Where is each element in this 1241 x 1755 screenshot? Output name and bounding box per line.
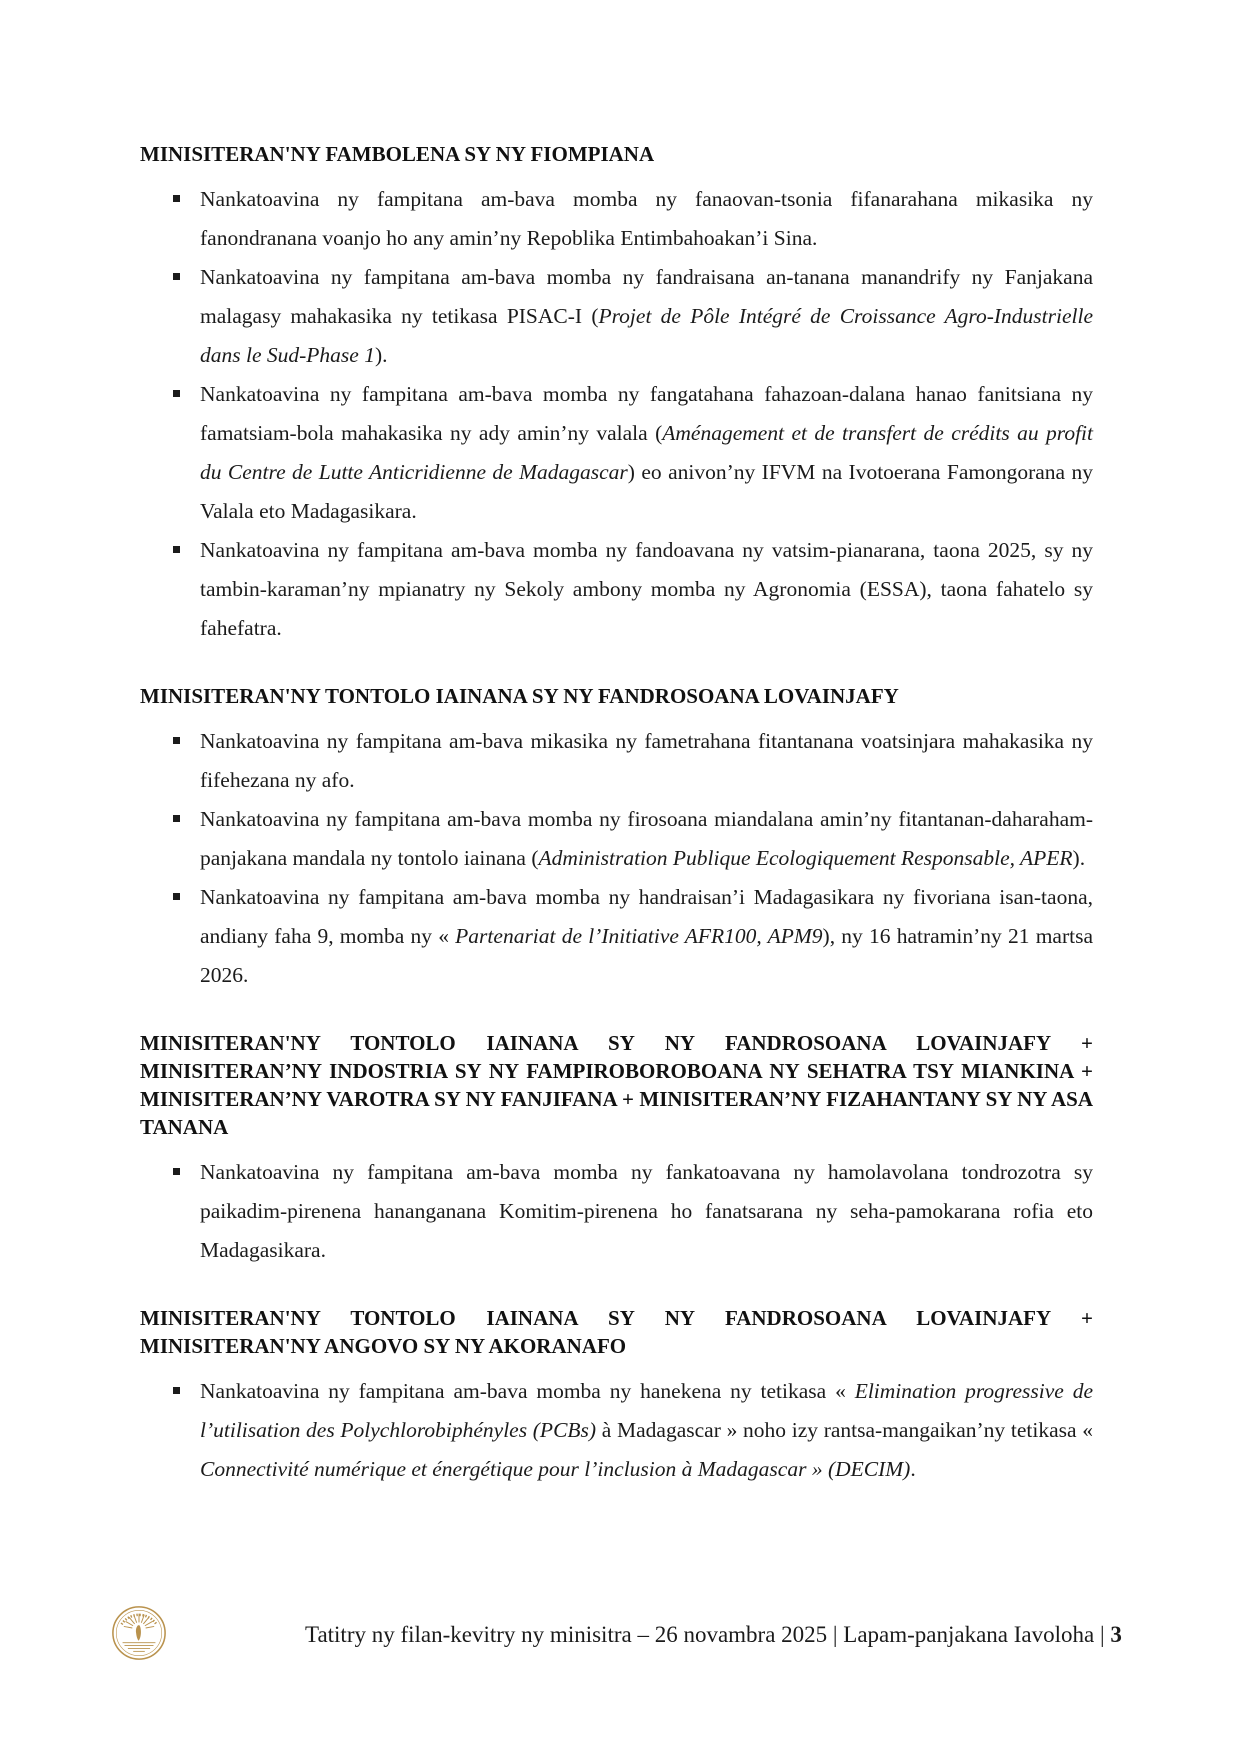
bullet-item	[140, 878, 1093, 995]
bullet-item	[140, 1153, 1093, 1270]
bullet-square-icon	[173, 1387, 180, 1394]
section-heading: MINISITERAN'NY FAMBOLENA SY NY FIOMPIANA	[140, 142, 655, 166]
footer-text: Tatitry ny filan-kevitry ny minisitra – 26 novambra 2025 | Lapam-panjakana Iavoloha |	[305, 1622, 1111, 1647]
italic-text-segment: Aménagement et de transfert de crédits au profit du Centre de Lutte Anticridienne de Madagascar	[200, 421, 1093, 484]
section-heading: MINISITERAN'NY TONTOLO IAINANA SY NY FANDROSOANA LOVAINJAFY + MINISITERAN’NY INDOSTRIA SY NY FAMPIROBOROBOANA NY SEHATRA TSY MIANKINA + MINISITERAN’NY VAROTRA SY NY FANJIFANA + MINISITERAN’NY FIZAHANTANY SY NY ASA TANANA	[140, 1031, 1093, 1139]
text-segment: Nankatoavina ny fampitana am-bava momba ny fandoavana ny vatsim-pianarana, taona 2025, sy ny tambin-karaman’ny mpianatry ny Sekoly ambony momba ny Agronomia (ESSA), taona fahatelo sy fahefatra.	[200, 538, 1093, 640]
text-segment: Nankatoavina ny fampitana am-bava momba ny fanaovan-tsonia fifanarahana mikasika ny fanondranana voanjo ho any amin’ny Repoblika Entimbahoakan’i Sina.	[200, 187, 1093, 250]
text-segment: Nankatoavina ny fampitana am-bava momba ny fankatoavana ny hamolavolana tondrozotra sy paikadim-pirenena hananganana Komitim-pirenena ho fanatsarana ny seha-pamokarana rofia eto Madagasikara.	[200, 1160, 1093, 1262]
bullet-square-icon	[173, 893, 180, 900]
bullet-text	[200, 729, 1093, 792]
footer-page-number: 3	[1110, 1622, 1122, 1647]
bullet-list	[140, 722, 1093, 995]
document-content	[140, 140, 1093, 1489]
bullet-square-icon	[173, 815, 180, 822]
italic-text-segment: Elimination progressive de l’utilisation des Polychlorobiphényles (PCBs)	[200, 1379, 1093, 1442]
italic-text-segment: Projet de Pôle Intégré de Croissance Agro-Industrielle dans le Sud-Phase 1	[200, 304, 1094, 367]
text-segment: ), ny 16 hatramin’ny 21 martsa 2026.	[200, 924, 1094, 987]
bullet-item	[140, 375, 1093, 531]
ministry-section	[140, 1029, 1093, 1270]
bullet-item	[140, 531, 1093, 648]
italic-text-segment: Administration Publique Ecologiquement Responsable, APER	[538, 846, 1073, 870]
bullet-list	[140, 180, 1093, 648]
bullet-square-icon	[173, 273, 180, 280]
bullet-item	[140, 180, 1093, 258]
footer-line	[305, 1622, 1122, 1648]
bullet-item	[140, 1372, 1093, 1489]
text-segment: ).	[1072, 846, 1086, 870]
ministry-section	[140, 1304, 1093, 1489]
bullet-square-icon	[173, 195, 180, 202]
ministry-section	[140, 682, 1093, 995]
bullet-text	[200, 885, 1093, 987]
bullet-list	[140, 1153, 1093, 1270]
bullet-square-icon	[173, 1168, 180, 1175]
text-segment: Nankatoavina ny fampitana am-bava momba ny hanekena ny tetikasa «	[200, 1379, 855, 1403]
text-segment: Nankatoavina ny fampitana am-bava momba ny fangatahana fahazoan-dalana hanao fanitsiana ny famatsiam-bola mahakasika ny ady amin’ny valala (	[200, 382, 1093, 445]
bullet-square-icon	[173, 390, 180, 397]
text-segment: Nankatoavina ny fampitana am-bava momba ny fandraisana an-tanana manandrify ny Fanjakana malagasy mahakasika ny tetikasa PISAC-I (	[200, 265, 1093, 328]
bullet-item	[140, 722, 1093, 800]
ministry-section	[140, 140, 1093, 648]
section-heading: MINISITERAN'NY TONTOLO IAINANA SY NY FANDROSOANA LOVAINJAFY	[140, 684, 899, 708]
text-segment: à Madagascar » noho izy rantsa-mangaikan’ny tetikasa «	[596, 1418, 1093, 1442]
bullet-text	[200, 187, 1093, 250]
bullet-list	[140, 1372, 1093, 1489]
madagascar-state-seal-icon	[110, 1604, 168, 1662]
text-segment: .	[910, 1457, 916, 1481]
bullet-text	[200, 538, 1093, 640]
bullet-square-icon	[173, 737, 180, 744]
bullet-text	[200, 1160, 1093, 1262]
bullet-text	[200, 807, 1093, 870]
bullet-text	[200, 382, 1093, 523]
italic-text-segment: Connectivité numérique et énergétique pour l’inclusion à Madagascar » (DECIM)	[200, 1457, 911, 1481]
bullet-square-icon	[173, 546, 180, 553]
bullet-text	[200, 1379, 1093, 1481]
bullet-item	[140, 258, 1093, 375]
bullet-item	[140, 800, 1093, 878]
text-segment: Nankatoavina ny fampitana am-bava momba ny firosoana miandalana amin’ny fitantanan-daharaham-panjakana mandala ny tontolo iainana (	[200, 807, 1093, 870]
text-segment: Nankatoavina ny fampitana am-bava momba ny handraisan’i Madagasikara ny fivoriana isan-taona, andiany faha 9, momba ny «	[200, 885, 1093, 948]
italic-text-segment: Partenariat de l’Initiative AFR100, APM9	[455, 924, 823, 948]
bullet-text	[200, 265, 1093, 367]
text-segment: Nankatoavina ny fampitana am-bava mikasika ny fametrahana fitantanana voatsinjara mahakasika ny fifehezana ny afo.	[200, 729, 1093, 792]
text-segment: ) eo anivon’ny IFVM na Ivotoerana Famongorana ny Valala eto Madagasikara.	[200, 460, 1093, 523]
text-segment: ).	[374, 343, 388, 367]
section-heading: MINISITERAN'NY TONTOLO IAINANA SY NY FANDROSOANA LOVAINJAFY + MINISITERAN'NY ANGOVO SY NY AKORANAFO	[140, 1306, 1093, 1358]
